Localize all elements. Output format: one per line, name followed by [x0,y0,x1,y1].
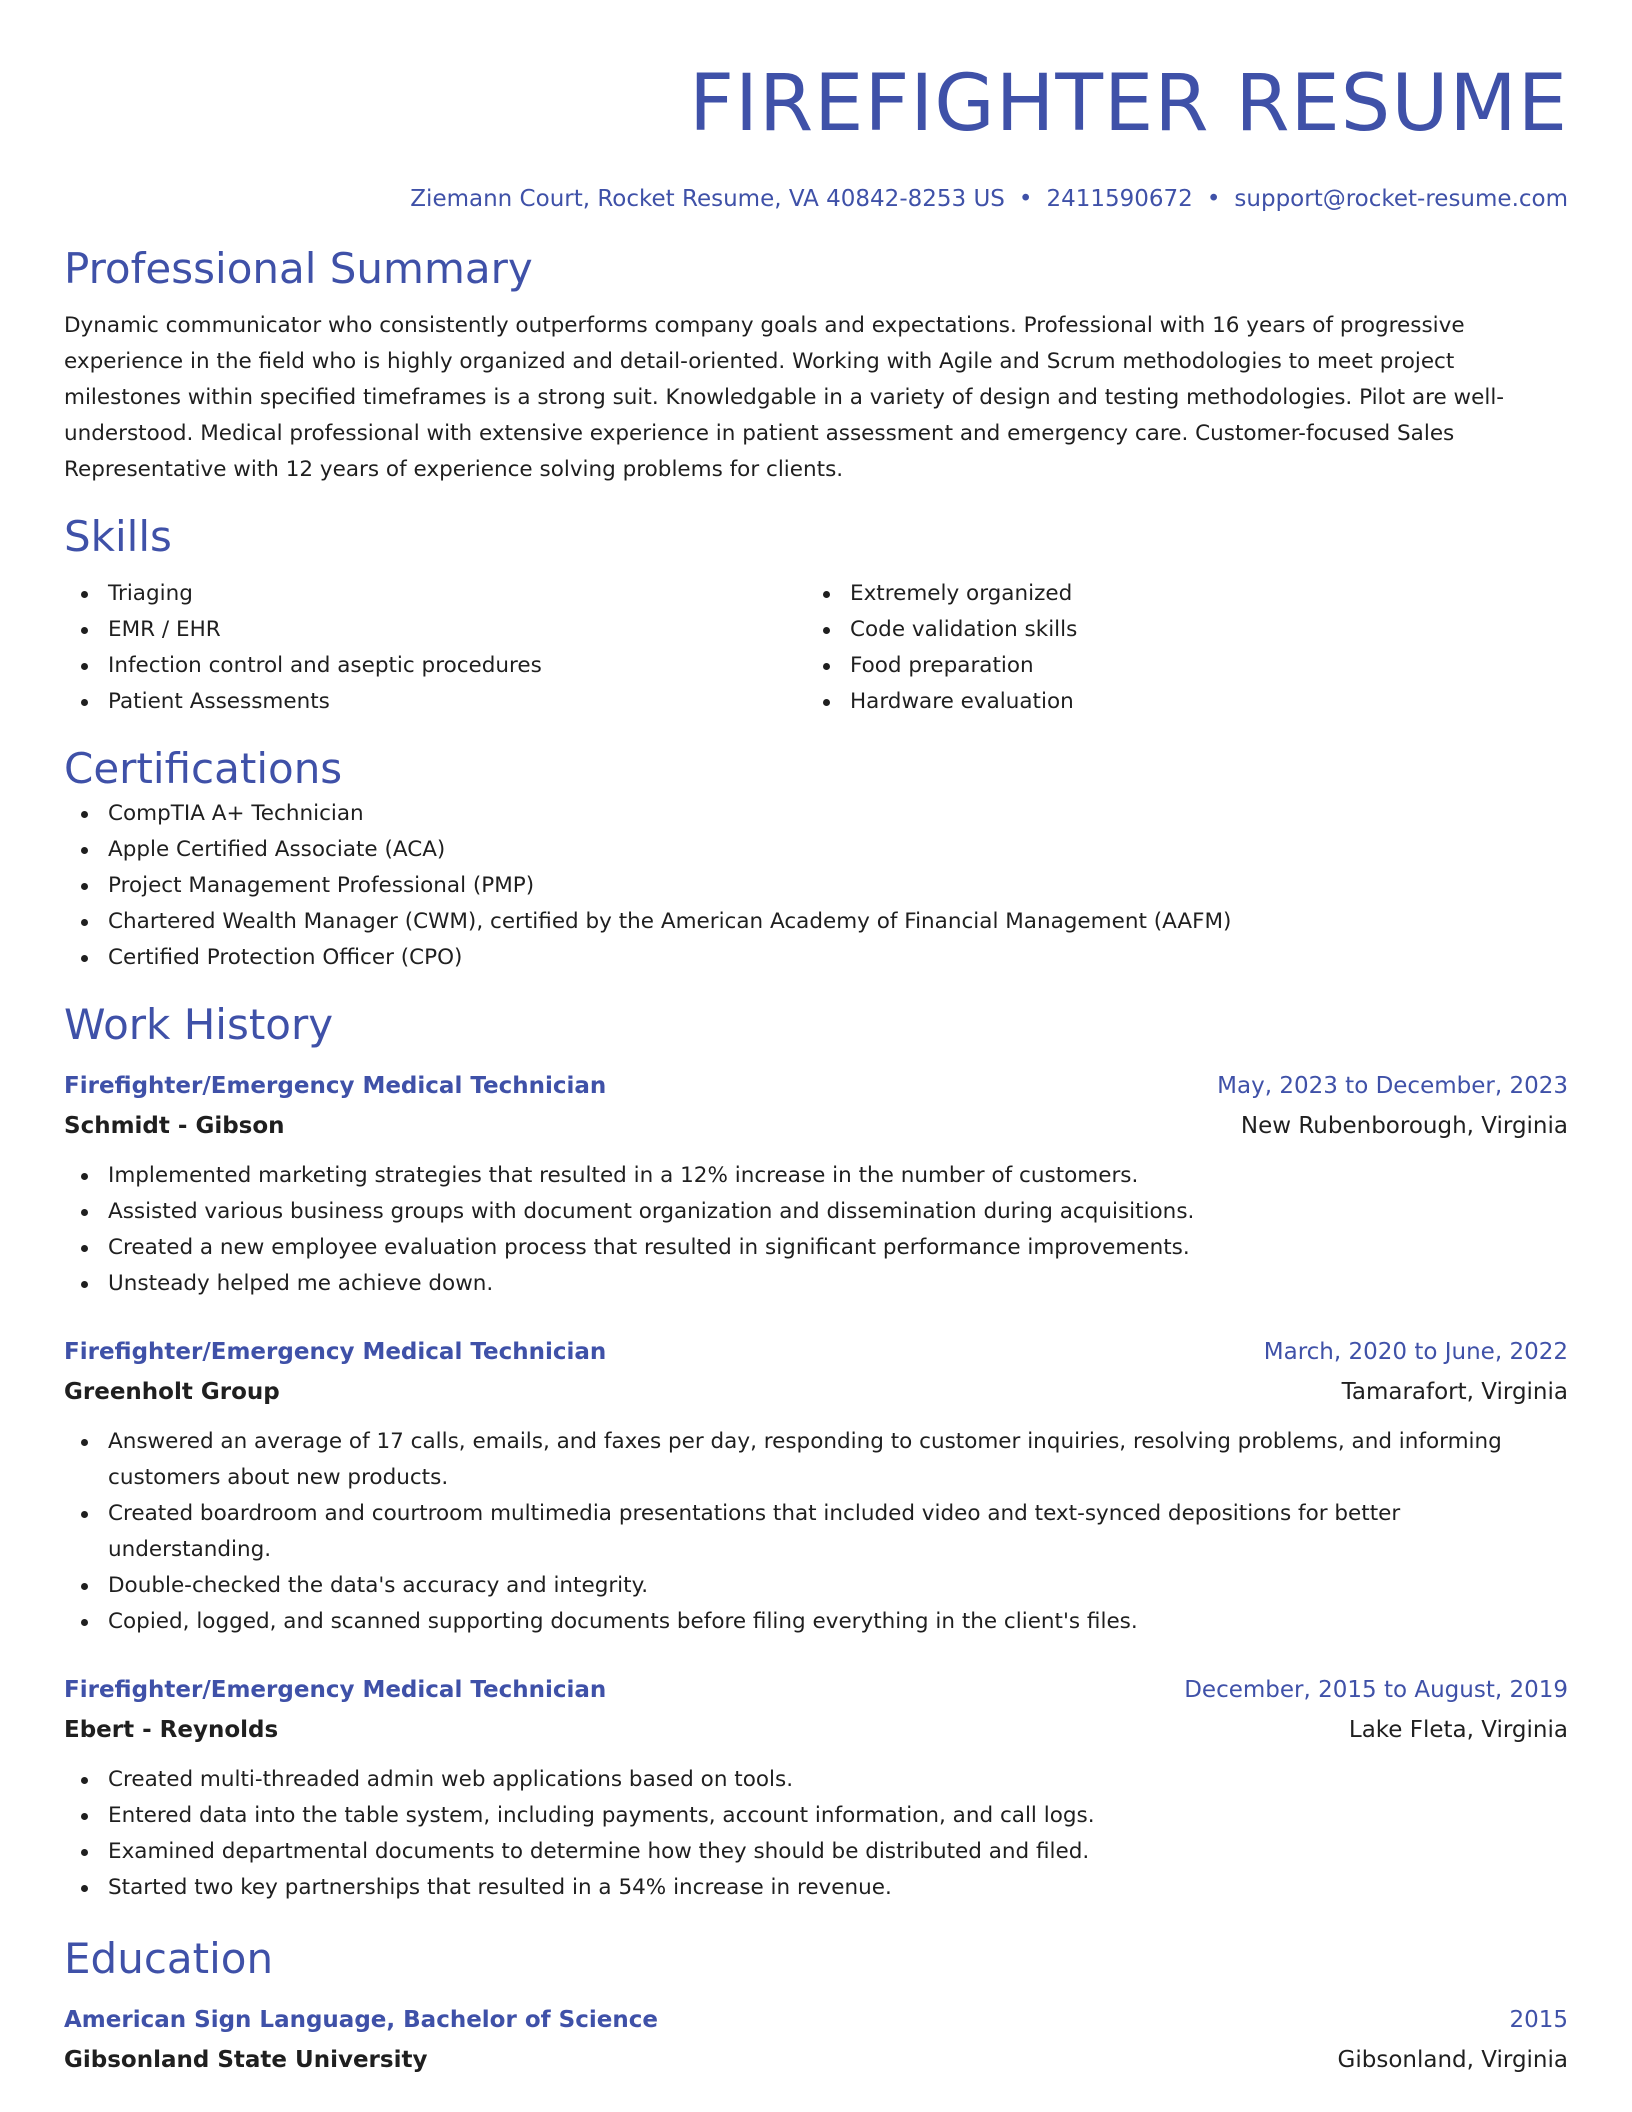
skills-grid [64,576,1568,720]
job-bullets [64,1424,1568,1640]
job-company: Schmidt - Gibson [64,1113,285,1139]
work-history-heading: Work History [64,1000,334,1049]
job-entry [64,1332,1568,1640]
certification-item: CompTIA A+ Technician [64,796,1568,832]
contact-separator: • [1018,186,1033,212]
job-bullet: Created boardroom and courtroom multimedia presentations that included video and text-synced depositions for better understanding. [64,1496,1568,1568]
skills-section [64,510,1568,720]
job-bullet: Created multi-threaded admin web applications based on tools. [64,1762,1568,1798]
skill-item: Food preparation [806,648,1548,684]
education-heading: Education [64,1934,274,1983]
job-bullet: Double-checked the data's accuracy and integrity. [64,1568,1568,1604]
job-bullet: Unsteady helped me achieve down. [64,1266,1568,1302]
education-section [64,1932,1568,2080]
job-location: New Rubenborough, Virginia [1240,1113,1568,1139]
contact-phone: 2411590672 [1046,186,1193,212]
job-bullet: Assisted various business groups with document organization and dissemination during acquisitions. [64,1194,1568,1230]
job-company-row [64,1710,1568,1750]
job-bullet: Entered data into the table system, including payments, account information, and call logs. [64,1798,1568,1834]
job-dates: March, 2020 to June, 2022 [1263,1339,1568,1365]
education-school: Gibsonland State University [64,2047,428,2073]
job-bullet: Examined departmental documents to determine how they should be distributed and filed. [64,1834,1568,1870]
certification-item: Apple Certified Associate (ACA) [64,832,1568,868]
job-title: Firefighter/Emergency Medical Technician [64,1339,607,1365]
job-location: Tamarafort, Virginia [1341,1379,1568,1405]
job-company: Greenholt Group [64,1379,280,1405]
education-degree: American Sign Language, Bachelor of Science [64,2007,658,2033]
certifications-heading: Certifications [64,744,343,793]
certification-item: Project Management Professional (PMP) [64,868,1568,904]
education-entry [64,2000,1568,2080]
skills-list-left [64,576,806,720]
job-title-row [64,1670,1568,1710]
certification-item: Certified Protection Officer (CPO) [64,940,1568,976]
skill-item: Triaging [64,576,806,612]
job-company-row [64,1106,1568,1146]
contact-separator: • [1206,186,1221,212]
job-title-row [64,1332,1568,1372]
job-dates: May, 2023 to December, 2023 [1217,1073,1568,1099]
job-title: Firefighter/Emergency Medical Technician [64,1073,607,1099]
job-bullet: Created a new employee evaluation process that resulted in significant performance improvements. [64,1230,1568,1266]
contact-line [64,184,1568,214]
skill-item: Patient Assessments [64,684,806,720]
skill-item: Extremely organized [806,576,1548,612]
education-location: Gibsonland, Virginia [1337,2047,1568,2073]
summary-text: Dynamic communicator who consistently outperforms company goals and expectations. Professional with 16 years of progressive experience in the field who is highly organized and detail-oriented. Working with Agile and Scrum methodologies to meet project milestones within specified timeframes is a strong suit. Knowledgable in a variety of design and testing methodologies. Pilot are well-understood. Medical professional with extensive experience in patient assessment and emergency care. Customer-focused Sales Representative with 12 years of experience solving problems for clients. [64,313,1505,482]
skill-item: Code validation skills [806,612,1548,648]
skill-item: Hardware evaluation [806,684,1548,720]
education-degree-row [64,2000,1568,2040]
job-dates: December, 2015 to August, 2019 [1184,1677,1568,1703]
skill-item: Infection control and aseptic procedures [64,648,806,684]
certifications-list [64,796,1568,976]
job-bullet: Answered an average of 17 calls, emails, and faxes per day, responding to customer inquiries, resolving problems, and informing customers about new products. [64,1424,1568,1496]
resume-header [64,0,1568,214]
job-bullets [64,1158,1568,1302]
job-location: Lake Fleta, Virginia [1348,1717,1568,1743]
contact-address: Ziemann Court, Rocket Resume, VA 40842-8253 US [410,186,1005,212]
work-history-section [64,998,1568,1906]
job-bullets [64,1762,1568,1906]
education-school-row [64,2040,1568,2080]
skills-list-right [806,576,1548,720]
job-company-row [64,1372,1568,1412]
summary-heading: Professional Summary [64,244,533,293]
skill-item: EMR / EHR [64,612,806,648]
certifications-section [64,742,1568,976]
summary-section [64,242,1568,488]
skills-heading: Skills [64,512,172,561]
certification-item: Chartered Wealth Manager (CWM), certified by the American Academy of Financial Management (AAFM) [64,904,1568,940]
job-title-row [64,1066,1568,1106]
job-bullet: Copied, logged, and scanned supporting documents before filing everything in the client's files. [64,1604,1568,1640]
job-company: Ebert - Reynolds [64,1717,279,1743]
job-title: Firefighter/Emergency Medical Technician [64,1677,607,1703]
education-year: 2015 [1509,2007,1568,2033]
job-entry [64,1066,1568,1302]
contact-email[interactable]: support@rocket-resume.com [1234,186,1568,212]
resume-name: FIREFIGHTER RESUME [689,59,1568,149]
job-bullet: Started two key partnerships that resulted in a 54% increase in revenue. [64,1870,1568,1906]
job-bullet: Implemented marketing strategies that resulted in a 12% increase in the number of customers. [64,1158,1568,1194]
job-entry [64,1670,1568,1906]
